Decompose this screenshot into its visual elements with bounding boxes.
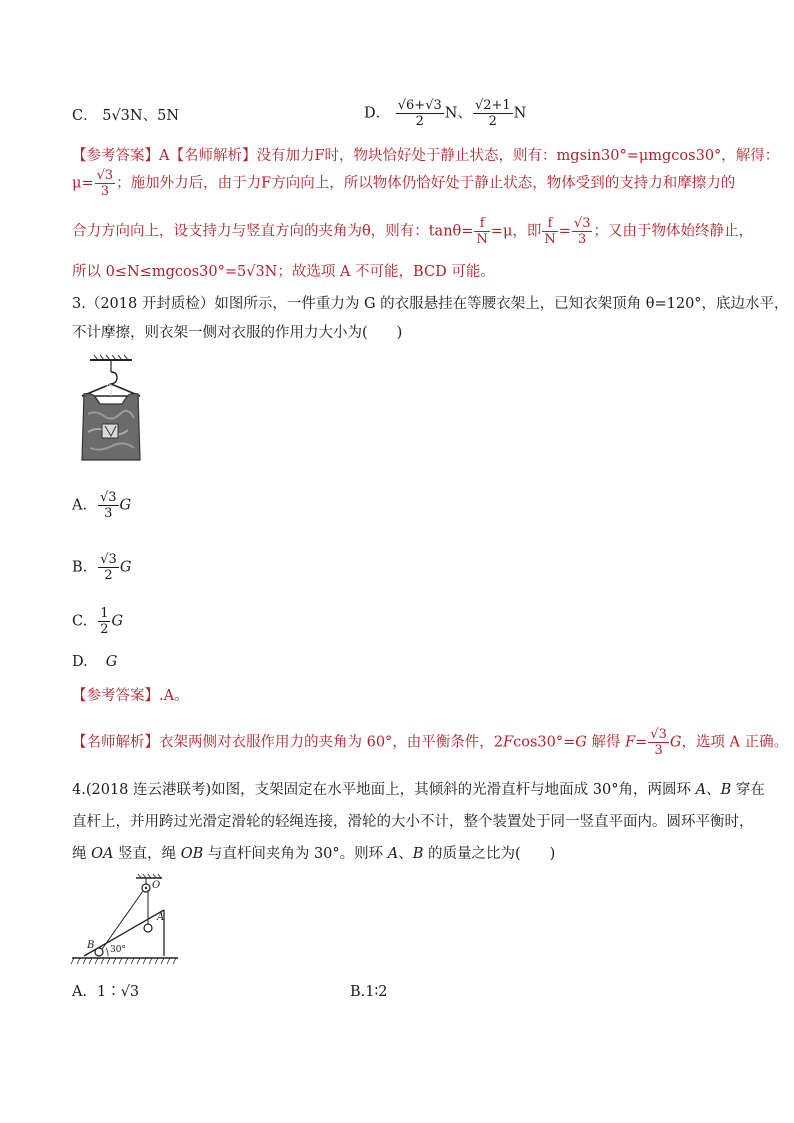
q4-label-o: O (152, 880, 161, 891)
q3-option-a[interactable]: A． $\frac{√3}{3}$ G (72, 490, 132, 521)
q3-figure-theta-label: θ (106, 384, 112, 394)
q2-analysis-line-1: 【参考答案】A【名师解析】没有加力F时，物块恰好处于静止状态，则有：mgsin30°=μmgcos30°，解得： (72, 148, 780, 164)
q3-analysis-line: 【名师解析】衣架两侧对衣服作用力的夹角为 60°，由平衡条件，2Fcos30°=G 解得 F= $\frac{√3}{3}$ G，选项 A 正确。 (72, 727, 789, 758)
q3-answer-tag: 【参考答案】 (72, 688, 159, 704)
q3-option-c[interactable]: C. $\frac{1}{2}$ G (72, 606, 124, 637)
q3-answer-line: 【参考答案】.A。 (72, 688, 189, 704)
q4-angle-label: 30° (110, 945, 126, 955)
q3-stem-line-2: 不计摩擦，则衣架一侧对衣服的作用力大小为( ) (72, 325, 403, 341)
q4-support-figure (70, 872, 182, 968)
q2-analysis-line-4: 所以 0≤N≤mgcos30°=5√3N；故选项 A 不可能，BCD 可能。 (72, 264, 495, 280)
q3-option-d[interactable]: D. G (72, 654, 118, 670)
q4-label-b: B (87, 940, 95, 951)
q4-option-b[interactable]: B.1∶2 (350, 984, 388, 1000)
q3-hanger-figure (74, 354, 164, 466)
q4-stem-line-1: 4.(2018 连云港联考)如图，支架固定在水平地面上，其倾斜的光滑直杆与地面成 30°角，两圆环 A、B 穿在 (72, 782, 765, 798)
q3-stem-line-1: 3.（2018 开封质检）如图所示，一件重力为 G 的衣服悬挂在等腰衣架上，已知衣架顶角 θ=120°，底边水平， (72, 296, 789, 312)
q2-analysis-line-2: μ= $\frac{√3}{3}$ ；施加外力后，由于力F方向向上，所以物体仍恰好处于静止状态，物体受到的支持力和摩擦力的 (72, 168, 736, 199)
q4-stem-line-2: 直杆上，并用跨过光滑定滑轮的轻绳连接，滑轮的大小不计，整个装置处于同一竖直平面内。圆环平衡时， (72, 814, 754, 830)
q2-answer-tag: 【参考答案】 (72, 148, 159, 164)
q2-analysis-line-3: 合力方向向上，设支持力与竖直方向的夹角为θ，则有：tanθ= $\frac{f}{N}$ =μ，即 $\frac{f}{N}$ = $\frac{√3}{3}$ ；又由于物体始终静止， (72, 216, 753, 247)
q4-option-a[interactable]: A．1∶√3 (72, 984, 140, 1000)
q3-analysis-tag: 【名师解析】 (72, 734, 159, 751)
q4-stem-line-3: 绳 OA 竖直，绳 OB 与直杆间夹角为 30°。则环 A、B 的质量之比为( ) (72, 846, 556, 862)
q2-option-c: C． 5√3N、5N (72, 108, 180, 124)
q2-option-d-fraction-2: $\frac{√2+1}{2}$ (474, 98, 511, 129)
q2-analysis-tag: 【名师解析】 (169, 148, 257, 164)
q2-option-d: D． $\frac{√6+√3}{2}$ N、 $\frac{√2+1}{2}$ N (364, 98, 527, 129)
q2-option-d-fraction-1: $\frac{√6+√3}{2}$ (397, 98, 442, 129)
q4-label-a: A (157, 912, 165, 923)
q3-option-b[interactable]: B. $\frac{√3}{2}$ G (72, 552, 132, 583)
